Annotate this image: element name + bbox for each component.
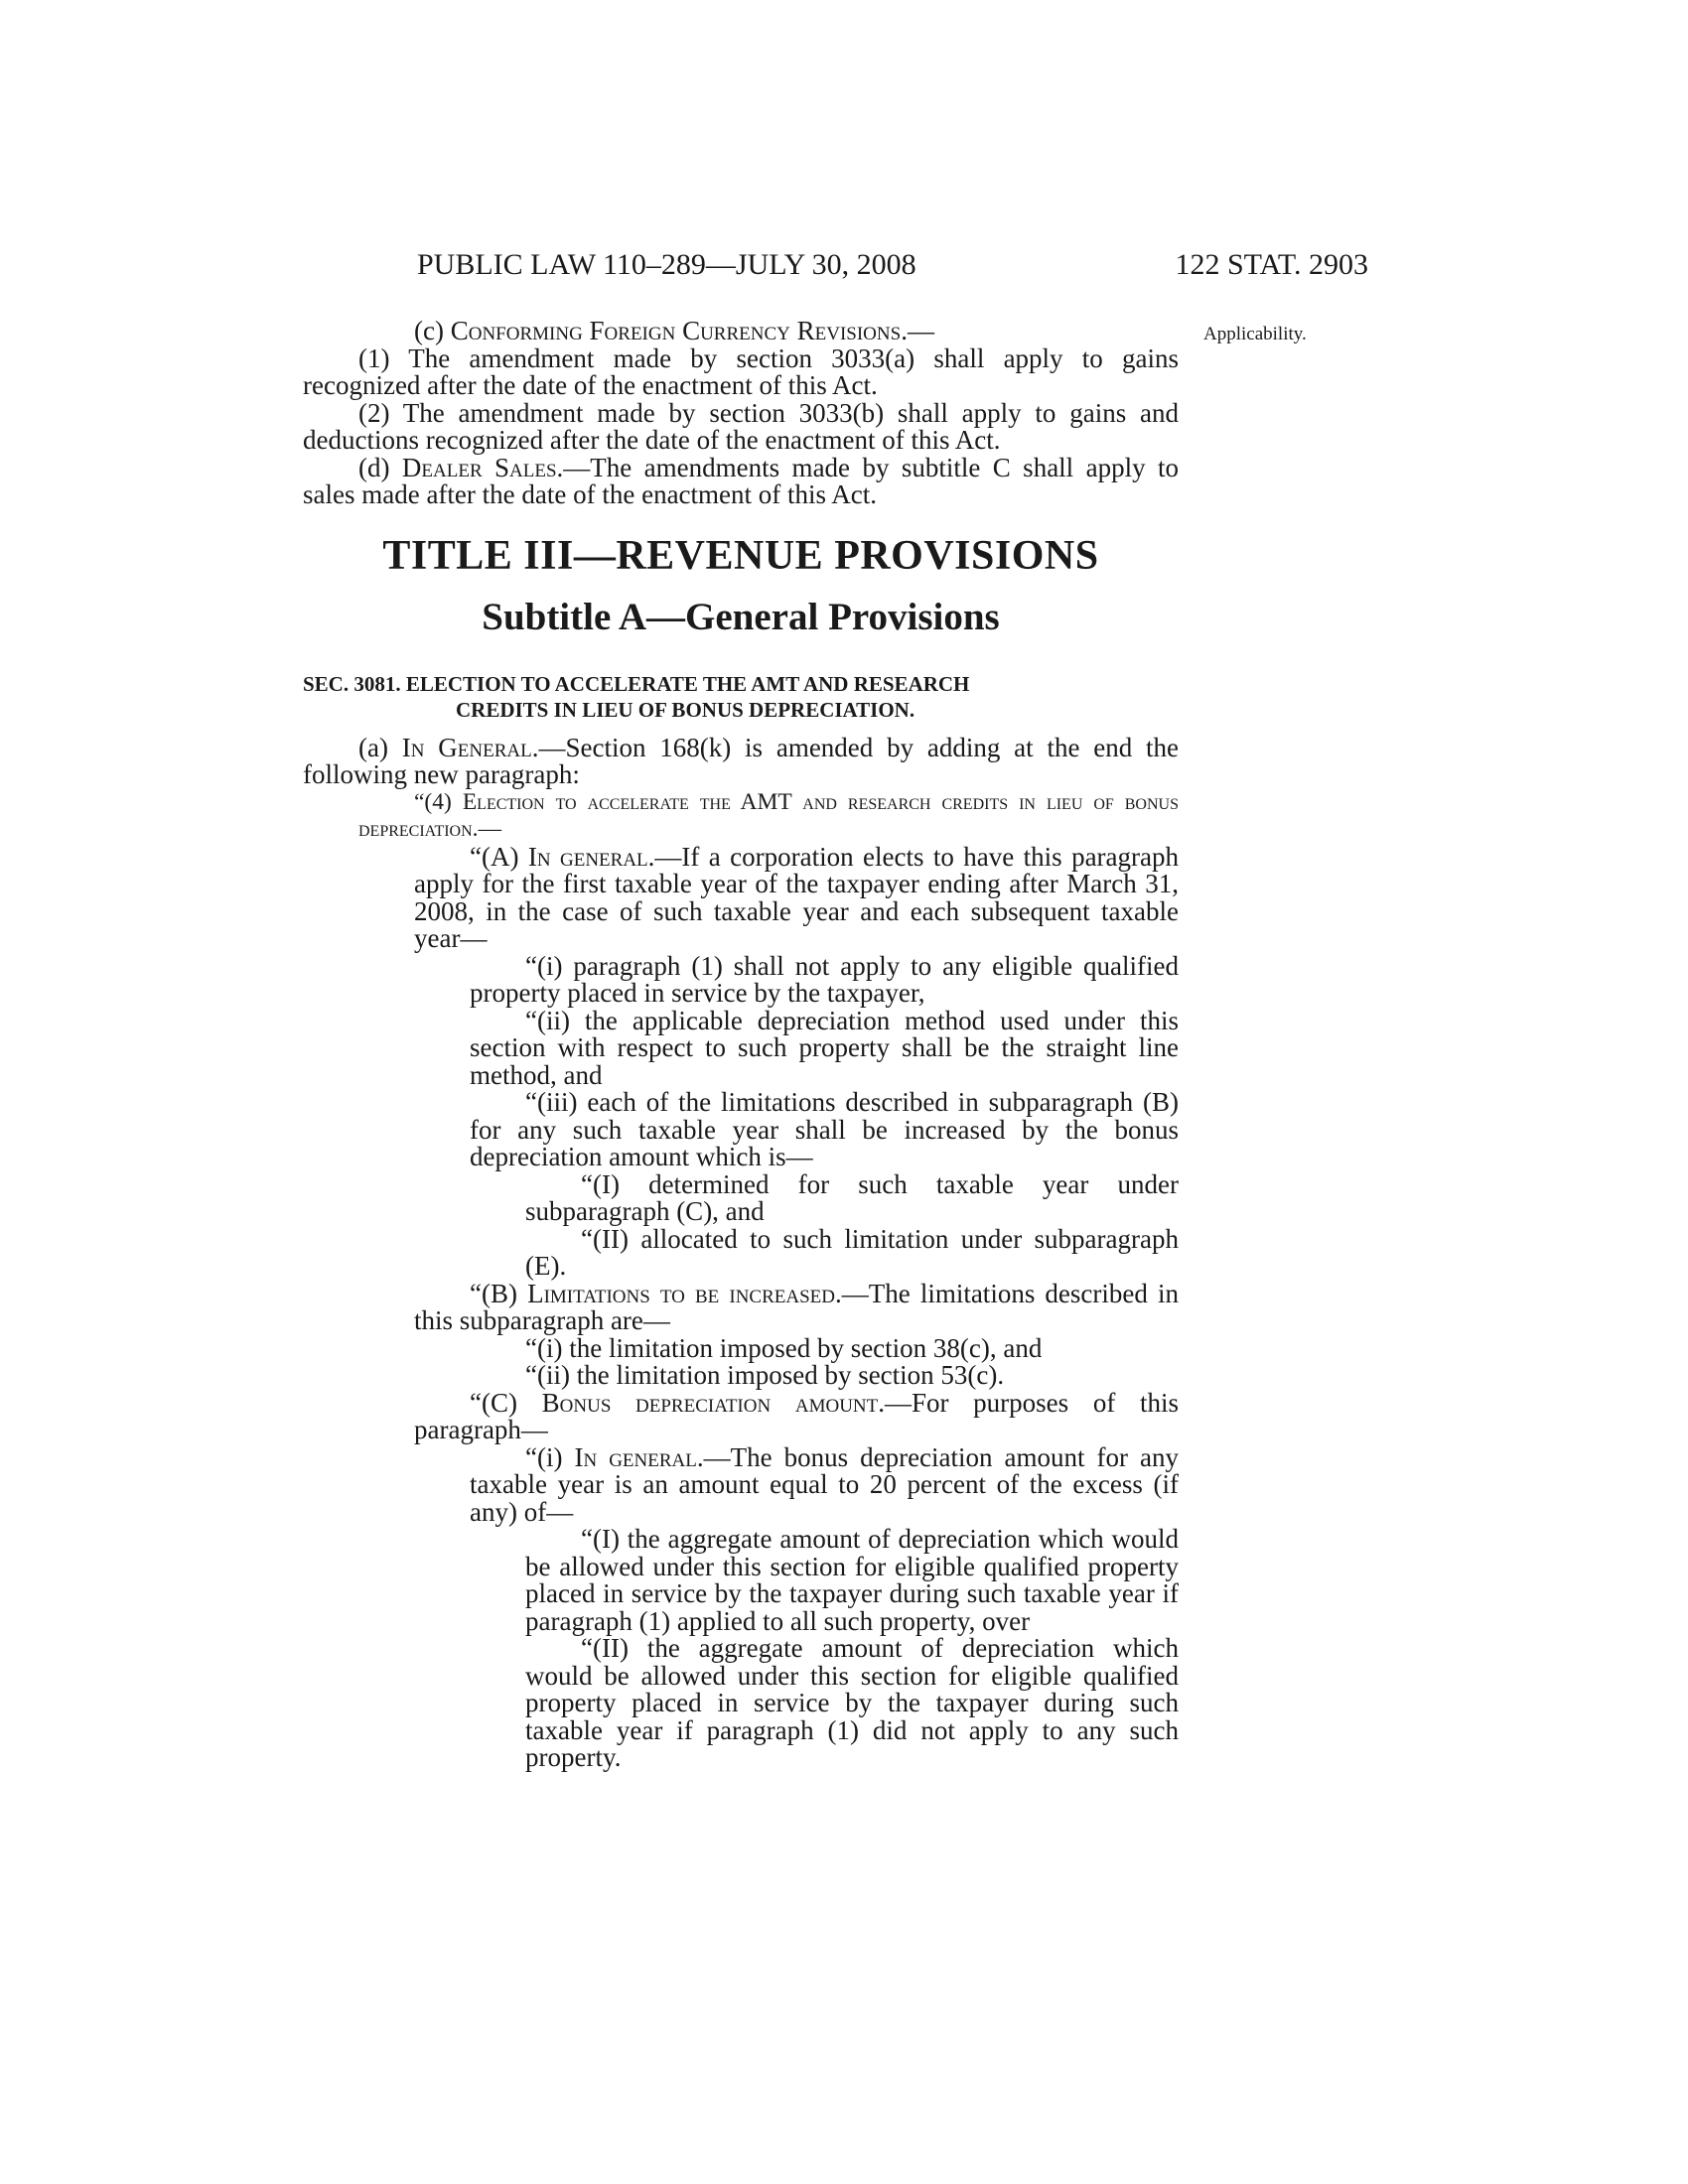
running-title: PUBLIC LAW 110–289—JULY 30, 2008: [417, 248, 916, 281]
clause-C-i: “(i) In general.—The bonus depreciation amount for any taxable year is an amount equal to 20 percent of the excess (if any) of—: [470, 1441, 1179, 1527]
section-heading: [303, 671, 1179, 723]
subparagraph-C: “(C) Bonus depreciation amount.—For purposes of this paragraph—: [414, 1387, 1179, 1444]
clause-A-iii: “(iii) each of the limitations described in subparagraph (B) for any such taxable year shall be increased by the bonus depreciation amount which is—: [470, 1087, 1179, 1171]
subsection-c-heading: Conforming Foreign Currency Revisions: [450, 316, 902, 345]
paragraph-c2: (2) The amendment made by section 3033(b) shall apply to gains and deductions recognized after the date of the enactment of this Act.: [303, 397, 1179, 455]
subtitle-heading: Subtitle A—General Provisions: [482, 596, 1000, 638]
paragraph-4: “(4) Election to accelerate the AMT and research credits in lieu of bonus depreciation.—: [358, 788, 1179, 842]
subsection-a-heading: In General: [401, 732, 532, 762]
statute-page-number: 122 STAT. 2903: [1175, 248, 1368, 281]
clause-C-i-heading: In general: [574, 1441, 697, 1472]
subclause-C-i-II: “(II) the aggregate amount of depreciation which would be allowed under this section for eligible qualified property placed in service by the taxpayer during such taxable year if paragraph (1) did not apply to any such property.: [525, 1633, 1179, 1772]
paragraph-4-heading: Election to accelerate the AMT and research credits in lieu of bonus depreciation: [358, 788, 1179, 842]
subsection-a: (a) In General.—Section 168(k) is amended by adding at the end the following new paragraph:: [303, 732, 1179, 789]
title-heading: TITLE III—REVENUE PROVISIONS: [382, 532, 1099, 579]
subsection-d: (d) Dealer Sales.—The amendments made by subtitle C shall apply to sales made after the date of the enactment of this Act.: [303, 452, 1179, 509]
clause-B-i: “(i) the limitation imposed by section 38(c), and: [525, 1332, 1043, 1363]
clause-A-i: “(i) paragraph (1) shall not apply to any eligible qualified property placed in service by the taxpayer,: [470, 950, 1179, 1008]
subclause-C-i-I: “(I) the aggregate amount of depreciation which would be allowed under this section for eligible qualified property placed in service by the taxpayer during such taxable year if paragraph (1) applied to all such property, over: [525, 1524, 1179, 1636]
section-heading-line2: CREDITS IN LIEU OF BONUS DEPRECIATION.: [456, 697, 915, 722]
clause-A-ii: “(ii) the applicable depreciation method used under this section with respect to such property shall be the straight line method, and: [470, 1005, 1179, 1090]
clause-B-ii: “(ii) the limitation imposed by section 53(c).: [525, 1360, 1005, 1390]
document-body: [303, 318, 1179, 1772]
subclause-A-iii-II: “(II) allocated to such limitation under subparagraph (E).: [525, 1223, 1179, 1281]
subparagraph-A-heading: In general: [527, 841, 648, 872]
page-header: [417, 248, 1368, 288]
subparagraph-C-heading: Bonus depreciation amount: [541, 1387, 879, 1418]
subparagraph-A: “(A) In general.—If a corporation elects to have this paragraph apply for the first taxable year of the taxpayer ending after March 31, 2008, in the case of such taxable year and each subsequent taxable year—: [414, 841, 1180, 953]
subclause-A-iii-I: “(I) determined for such taxable year under subparagraph (C), and: [525, 1168, 1179, 1226]
subparagraph-B-heading: Limitations to be increased: [527, 1278, 835, 1308]
subsection-d-heading: Dealer Sales: [401, 452, 557, 482]
margin-note-applicability: Applicability.: [1203, 324, 1307, 344]
paragraph-c1: (1) The amendment made by section 3033(a) shall apply to gains recognized after the date of the enactment of this Act.: [303, 342, 1179, 400]
section-heading-line1: SEC. 3081. ELECTION TO ACCELERATE THE AMT AND RESEARCH: [303, 671, 970, 696]
subparagraph-B: “(B) Limitations to be increased.—The limitations described in this subparagraph are—: [414, 1278, 1179, 1335]
subsection-c: (c) Conforming Foreign Currency Revisions.—: [414, 316, 934, 345]
